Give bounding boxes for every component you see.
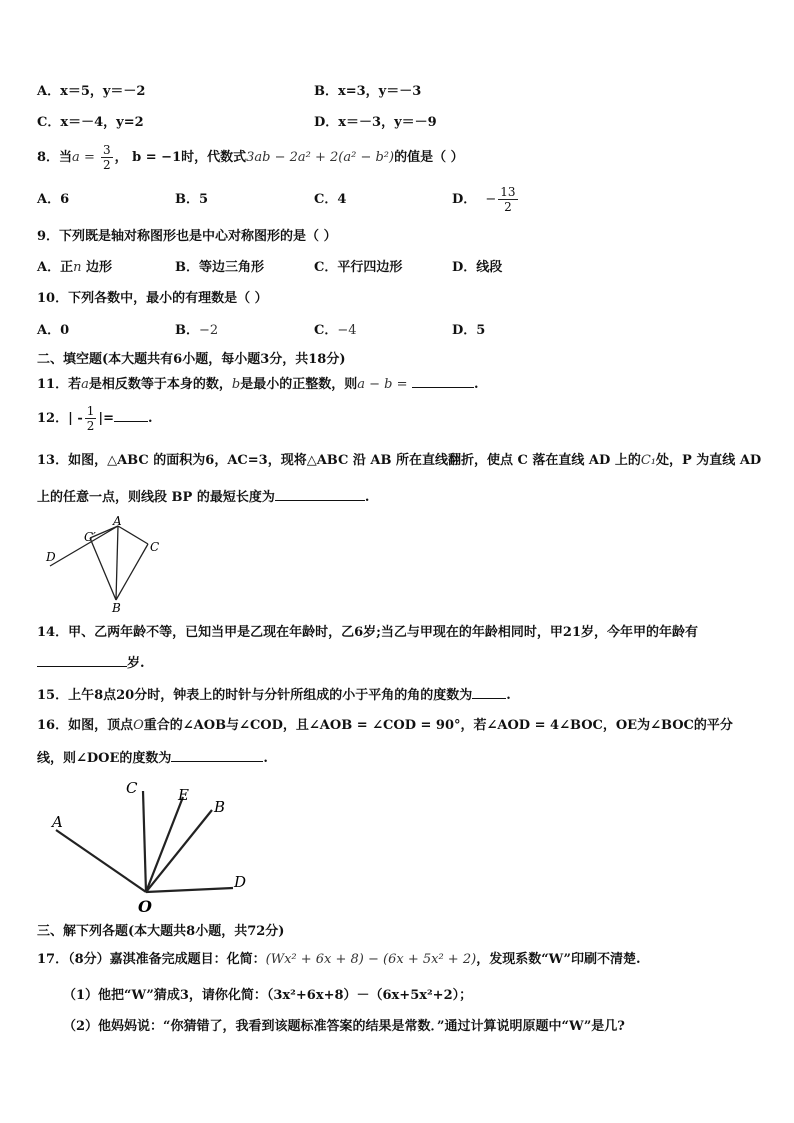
q14-answer-blank xyxy=(37,654,127,667)
q8-a-frac-num: 3 xyxy=(102,143,111,157)
label-e: E xyxy=(178,786,189,804)
label-d: D xyxy=(234,873,247,891)
label-b: B xyxy=(214,798,226,816)
q13-end: . xyxy=(364,490,370,505)
q15-stem xyxy=(37,686,511,705)
q11-pre: 11．若 xyxy=(37,377,82,392)
q10-option-b xyxy=(175,322,218,340)
label-d: D xyxy=(46,550,56,564)
q8-option-d-fraction xyxy=(498,185,517,214)
q8-expression: 3ab − 2a² + 2(a² − b²) xyxy=(246,150,395,165)
q13-text-2: 上的任意一点，则线段 BP 的最短长度为 xyxy=(37,490,275,505)
q9-option-d: D．线段 xyxy=(452,260,503,275)
q8-a-var: a xyxy=(72,150,80,165)
q9-stem: 9．下列既是轴对称图形也是中心对称图形的是（ ） xyxy=(37,229,337,244)
q17-expression: (Wx² + 6x + 8) − (6x + 5x² + 2) xyxy=(265,952,477,967)
label-a: A xyxy=(113,514,122,528)
q9-option-a-label: A．正 xyxy=(37,260,74,275)
q12-answer-blank xyxy=(114,409,148,422)
q14-text-2: 岁. xyxy=(127,656,145,671)
q17-line1 xyxy=(37,951,641,969)
q13-text-1: 13．如图，△ABC 的面积为6，AC=3，现将△ABC 沿 AB 所在直线翻折，使点 C 落在直线 AD 上的 xyxy=(37,453,641,468)
q9-option-a xyxy=(37,259,112,277)
label-c1: C′ xyxy=(84,530,96,544)
ray-od xyxy=(146,888,233,892)
q16-line1 xyxy=(37,717,733,735)
q16-text-2a: 线，则∠DOE xyxy=(37,751,120,766)
q13-line1 xyxy=(37,452,761,470)
q14-line1: 14．甲、乙两年龄不等，已知当甲是乙现在年龄时，乙6岁;当乙与甲现在的年龄相同时，甲21岁，今年甲的年龄有 xyxy=(37,625,699,640)
q7-option-c: C．x＝－4，y=2 xyxy=(37,115,144,130)
q12-post: |= xyxy=(98,411,115,426)
q11-stem xyxy=(37,375,479,394)
q10-option-c-label: C． xyxy=(314,323,338,338)
q17-sub2: （2）他妈妈说：“你猜错了，我看到该题标准答案的结果是常数．”通过计算说明原题中“W”是几? xyxy=(63,1019,625,1034)
q8-b-part: ， b = −1时，代数式 xyxy=(114,150,247,165)
q8-stem xyxy=(37,140,464,176)
q8-option-b: B．5 xyxy=(175,192,209,207)
q15-text: 15．上午8点20分时，钟表上的时针与分针所组成的小于平角的角的度数为 xyxy=(37,688,473,703)
q16-text-1a: 16．如图，顶点 xyxy=(37,718,134,733)
q11-a: a xyxy=(81,377,89,392)
ray-oa xyxy=(56,830,146,892)
q11-answer-blank xyxy=(412,375,474,388)
label-c: C xyxy=(150,540,160,554)
ray-oe xyxy=(146,797,183,892)
q9-option-c: C．平行四边形 xyxy=(314,260,403,275)
q8-a-fraction xyxy=(101,143,113,172)
q13-text-1b: 处，P 为直线 AD xyxy=(656,453,762,468)
q10-option-a: A．0 xyxy=(37,323,70,338)
q16-answer-blank xyxy=(171,749,263,762)
line-ac xyxy=(118,526,148,544)
q16-o: O xyxy=(133,718,144,733)
q11-end: . xyxy=(474,377,479,392)
q15-answer-blank xyxy=(472,686,506,699)
q8-a-frac-den: 2 xyxy=(102,158,111,172)
q8-option-d xyxy=(452,182,520,218)
q13-answer-blank xyxy=(275,488,365,501)
label-c: C xyxy=(126,779,138,797)
q12-frac-den: 2 xyxy=(86,419,95,433)
q17-text-1b: ，发现系数“W”印刷不清楚. xyxy=(476,952,641,967)
q12-fraction xyxy=(85,404,97,433)
q10-stem: 10．下列各数中，最小的有理数是（ ） xyxy=(37,291,268,306)
q7-option-a: A．x＝5，y＝－2 xyxy=(37,84,146,99)
label-a: A xyxy=(52,813,63,831)
line-cb xyxy=(116,544,148,600)
q12-frac-num: 1 xyxy=(86,404,95,418)
ray-oc xyxy=(143,791,146,892)
q9-option-b: B．等边三角形 xyxy=(175,260,264,275)
q8-tail: 的值是（ ） xyxy=(394,150,464,165)
section-3-heading: 三、解下列各题(本大题共8小题，共72分) xyxy=(37,924,285,939)
figure-q13 xyxy=(40,514,180,614)
q17-text-1a: 17．（8分）嘉淇准备完成题目：化简： xyxy=(37,952,266,967)
q13-c1: C₁ xyxy=(640,453,656,468)
label-o: O xyxy=(138,897,152,915)
q12-end: . xyxy=(148,411,153,426)
q16-text-1b: 重合的∠AOB与∠COD，且∠AOB = ∠COD = 90°，若∠AOD = 4∠BOC，OE为∠BOC的平分 xyxy=(143,718,733,733)
line-ab xyxy=(116,526,118,600)
line-c1b xyxy=(90,538,116,600)
q15-end: . xyxy=(506,688,511,703)
q10-option-b-label: B． xyxy=(175,323,199,338)
label-b: B xyxy=(112,601,121,614)
q13-line2 xyxy=(37,488,369,507)
q11-b: b xyxy=(231,377,241,392)
q8-option-a: A．6 xyxy=(37,192,70,207)
q14-line2 xyxy=(37,654,145,673)
q8-d-den: 2 xyxy=(504,200,512,214)
q11-expression: a − b = xyxy=(357,377,408,392)
q8-option-c: C．4 xyxy=(314,192,347,207)
q8-option-d-label: D． xyxy=(452,192,477,207)
q8-a-eq: = xyxy=(79,150,99,165)
q10-option-d: D．5 xyxy=(452,323,486,338)
figure-q16 xyxy=(46,775,266,915)
q10-option-c xyxy=(314,322,357,340)
ray-ob xyxy=(146,810,212,892)
q17-sub1: （1）他把“W”猜成3，请你化简：（3x²+6x+8）－（6x+5x²+2）； xyxy=(63,988,473,1003)
q9-option-a-tail: 边形 xyxy=(81,260,112,275)
q16-line2 xyxy=(37,749,268,768)
q16-end: . xyxy=(263,751,268,766)
q10-option-c-value: −4 xyxy=(337,323,357,338)
q8-d-num: 13 xyxy=(500,185,516,199)
q12-stem xyxy=(37,401,153,437)
section-2-heading: 二、填空题(本大题共有6小题，每小题3分，共18分) xyxy=(37,352,346,367)
q7-option-d: D．x＝－3，y＝－9 xyxy=(314,115,437,130)
q12-pre: 12．| - xyxy=(37,411,83,426)
q10-option-b-value: −2 xyxy=(199,323,219,338)
q8-number: 8．当 xyxy=(37,150,73,165)
q8-option-d-sign: − xyxy=(485,192,497,207)
q16-text-2b: 的度数为 xyxy=(119,751,172,766)
q11-mid: 是相反数等于本身的数， xyxy=(88,377,232,392)
q11-mid2: 是最小的正整数，则 xyxy=(240,377,358,392)
q7-option-b: B．x=3，y＝－3 xyxy=(314,84,422,99)
q9-option-a-var: n xyxy=(73,260,82,275)
